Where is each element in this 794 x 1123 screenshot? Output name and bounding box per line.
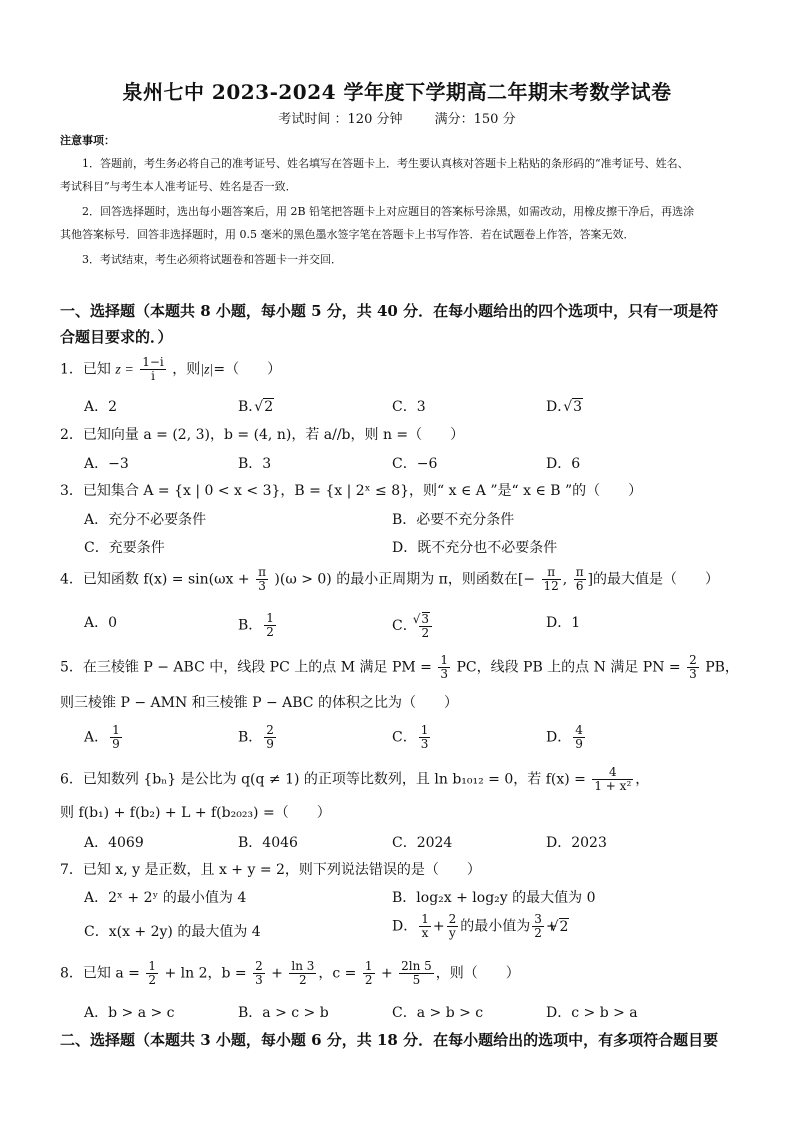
notice-item-1-line-2: 考试科目”与考生本人准考证号、姓名是否一致． — [60, 180, 297, 193]
notice-item-2-line-1: 2．回答选择题时，选出每小题答案后，用 2B 铅笔把答题卡上对应题目的答案标号涂黑，如需改动，用橡皮擦干净后，再选涂 — [82, 205, 695, 218]
exam-title: 泉州七中 2023-2024 学年度下学期高二年期末考数学试卷 — [122, 80, 672, 104]
question-4: 4．已知函数 f(x) = sin(ωx + $\frac{\pi}{3}$ )(ω > 0) 的最小正周期为 π，则函数在[− $\frac{\pi}{12}$ , $\frac{\pi}{6}$ ]的最大值是（ ） — [60, 565, 720, 593]
option-a: A．−3 — [84, 456, 129, 472]
exam-score: 满分：150 分 — [434, 112, 516, 127]
option-b: B．√ 2 — [238, 396, 274, 416]
option-c: C． $\frac{1}{3}$ — [392, 723, 429, 751]
option-b: B．log₂x + log₂y 的最大值为 0 — [392, 890, 596, 906]
section-2-line-1: 二、选择题（本题共 3 小题，每小题 6 分，共 18 分．在每小题给出的选项中，有多项符合题目要 — [60, 1031, 719, 1049]
notice-item-2-line-2: 其他答案标号．回答非选择题时，用 0.5 毫米的黑色墨水签字笔在答题卡上书写作答．若在试题卷上作答，答案无效． — [60, 228, 635, 241]
question-3: 3．已知集合 A = {x | 0 < x < 3}，B = {x | 2ˣ ≤ 8}，则“ x ∈ A ”是“ x ∈ B ”的（ ） — [60, 483, 643, 499]
section-2-heading — [60, 1027, 745, 1053]
question-3-options-row-2 — [84, 537, 764, 559]
option-a: A．充分不必要条件 — [84, 512, 207, 528]
option-a: A．4069 — [84, 835, 144, 851]
option-b: B．3 — [238, 456, 272, 472]
option-d: D．c > b > a — [546, 1005, 638, 1021]
notice-item-1 — [60, 152, 740, 198]
notice-item-3-line: 3．考试结束，考生必须将试题卷和答题卡一并交回． — [82, 253, 342, 266]
notice-item-3 — [60, 248, 740, 271]
question-8-options — [84, 1002, 764, 1024]
section-1-heading — [60, 298, 745, 350]
option-d: D．√ 3 — [546, 396, 583, 416]
question-1: 1．已知 z = $\frac{1-i}{i}$ ，则|z|=（ ） — [60, 355, 282, 383]
notice-item-2 — [60, 200, 740, 246]
question-2-options — [84, 453, 764, 475]
question-8: 8．已知 a = $\frac{1}{2}$ + ln 2，b = $\frac{2}{3}$ + $\frac{\ln 3}{2}$ ，c = $\frac{1}{2}$ + $\frac{2\ln 5}{5}$ ，则（ ） — [60, 959, 520, 987]
section-1-line-1: 一、选择题（本题共 8 小题，每小题 5 分，共 40 分．在每小题给出的四个选项中，只有一项是符 — [60, 302, 719, 320]
option-d: D． $\frac{4}{9}$ — [546, 723, 583, 751]
question-6-line-2: 则 f(b₁) + f(b₂) + L + f(b₂₀₂₃) =（ ） — [60, 805, 331, 821]
option-c: C．−6 — [392, 456, 438, 472]
option-c: C．a > b > c — [392, 1005, 484, 1021]
option-c: C．x(x + 2y) 的最大值为 4 — [84, 924, 261, 940]
question-5-line-2: 则三棱锥 P − AMN 和三棱锥 P − ABC 的体积之比为（ ） — [60, 695, 458, 711]
option-a: A．2 — [84, 399, 118, 415]
option-c: C．充要条件 — [84, 540, 165, 556]
question-7: 7．已知 x, y 是正数，且 x + y = 2，则下列说法错误的是（ ） — [60, 862, 481, 878]
notice-item-1-line-1: 1．答题前，考生务必将自己的准考证号、姓名填写在答题卡上．考生要认真核对答题卡上粘贴的条形码的“准考证号、姓名、 — [82, 157, 689, 170]
section-1-line-2: 合题目要求的．） — [60, 328, 173, 346]
option-a: A．2ˣ + 2ʸ 的最小值为 4 — [84, 890, 247, 906]
option-c: C．2024 — [392, 835, 453, 851]
question-6-line-1: 6．已知数列 {bₙ} 是公比为 q(q ≠ 1) 的正项等比数列，且 ln b₁₀₁₂ = 0，若 f(x) = $\frac{4}{\text{1 + x²}}$ ， — [60, 765, 650, 793]
option-c: C．3 — [392, 399, 426, 415]
option-b: B．必要不充分条件 — [392, 512, 515, 528]
option-a: A． $\frac{1}{9}$ — [84, 723, 120, 751]
question-7-options-row-2 — [84, 912, 764, 943]
option-b: B．4046 — [238, 835, 298, 851]
option-b: B．a > c > b — [238, 1005, 329, 1021]
exam-time: 考试时间 ：120 分钟 — [278, 112, 403, 127]
option-d: D．2023 — [546, 835, 607, 851]
option-c: C． √ $\frac{3}{2}$ — [392, 612, 434, 640]
question-3-options-row-1 — [84, 509, 764, 531]
option-b: B． $\frac{1}{2}$ — [238, 611, 274, 639]
question-5-options — [84, 723, 764, 751]
option-d: D．既不充分也不必要条件 — [392, 540, 558, 556]
exam-info — [0, 108, 794, 127]
option-b: B． $\frac{2}{9}$ — [238, 723, 274, 751]
option-d: D．6 — [546, 456, 581, 472]
question-2: 2．已知向量 a = (2, 3)，b = (4, n)，若 a//b，则 n =（ ） — [60, 427, 465, 443]
question-1-options — [84, 396, 764, 418]
question-6-options — [84, 832, 764, 854]
fraction: $\frac{1-i}{i}$ — [142, 355, 164, 383]
question-5-line-1: 5．在三棱锥 P − ABC 中，线段 PC 上的点 M 满足 PM = $\frac{1}{3}$ PC，线段 PB 上的点 N 满足 PN = $\frac{2}{3}$ PB， — [60, 653, 739, 681]
option-a: A．b > a > c — [84, 1005, 175, 1021]
question-7-options-row-1 — [84, 887, 764, 909]
notice-title: 注意事项： — [60, 134, 115, 147]
option-d: D．1 — [546, 615, 581, 631]
question-4-options — [84, 611, 764, 640]
option-a: A．0 — [84, 615, 118, 631]
option-d: D． $\frac{1}{x}$ + $\frac{2}{y}$ 的最小值为 $\frac{3}{2}$ +√ 2 — [392, 913, 569, 940]
